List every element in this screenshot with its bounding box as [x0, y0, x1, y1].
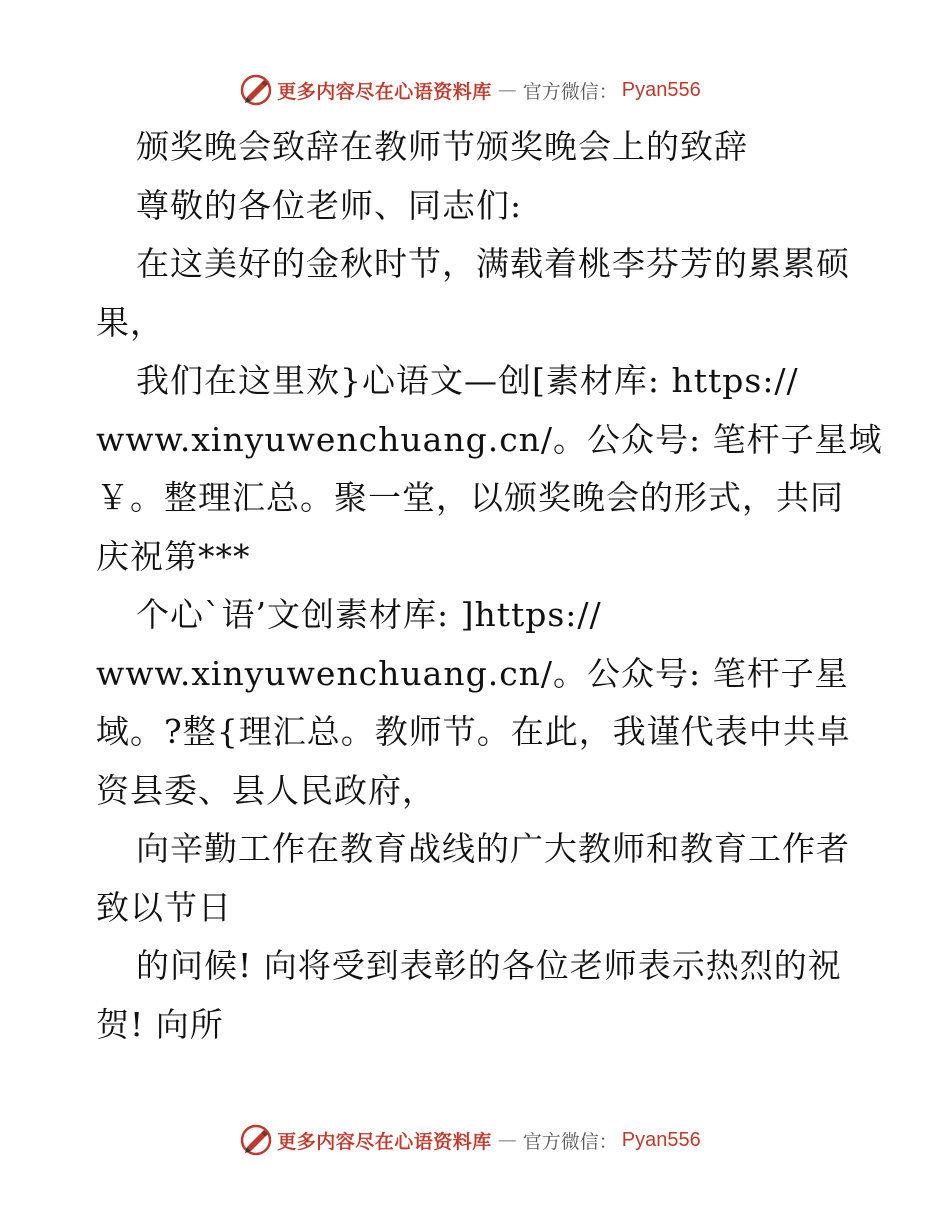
footer-banner: [0, 1120, 950, 1160]
doc-line: 的问候! 向将受到表彰的各位老师表示热烈的祝: [136, 946, 842, 985]
doc-line: 域。?整{理汇总。教师节。在此，我谨代表中共卓: [96, 712, 851, 751]
doc-title-line: 颁奖晚会致辞在教师节颁奖晚会上的致辞: [136, 127, 748, 166]
banner-dash: —: [497, 1129, 517, 1151]
document-body: [96, 118, 883, 1054]
doc-line: 致以节日: [96, 887, 232, 927]
doc-line: www.xinyuwenchuang.cn/。公众号: 笔杆子星域: [96, 419, 883, 459]
doc-line: 贺! 向所: [96, 1004, 224, 1044]
banner-title: 更多内容尽在心语资料库: [277, 1130, 492, 1153]
doc-line: www.xinyuwenchuang.cn/。公众号: 笔杆子星: [96, 653, 849, 693]
doc-line: 果，: [96, 302, 164, 342]
banner-wechat-id: Pyan556: [621, 78, 701, 101]
banner-title: 更多内容尽在心语资料库: [277, 80, 492, 103]
doc-line: 个心`语’文创素材库: ]https://: [136, 595, 602, 634]
doc-line: 资县委、县人民政府，: [96, 770, 436, 810]
header-banner: [0, 70, 950, 110]
banner-wechat-label: 官方微信：: [522, 1130, 618, 1153]
banner-dash: —: [497, 79, 517, 101]
doc-line: 庆祝第***: [96, 536, 251, 576]
banner-wechat-id: Pyan556: [621, 1128, 701, 1151]
banner-wechat-label: 官方微信：: [522, 80, 618, 103]
doc-line: 在这美好的金秋时节，满载着桃李芬芳的累累硕: [136, 244, 850, 283]
doc-line: 我们在这里欢}心语文—创[素材库: https://: [136, 361, 799, 400]
doc-line: ￥。整理汇总。聚一堂，以颁奖晚会的形式，共同: [96, 478, 844, 517]
doc-line: 尊敬的各位老师、同志们:: [136, 185, 523, 225]
pen-logo-icon: [239, 1123, 273, 1157]
pen-logo-icon: [239, 73, 273, 107]
doc-line: 向辛勤工作在教育战线的广大教师和教育工作者: [136, 829, 850, 868]
